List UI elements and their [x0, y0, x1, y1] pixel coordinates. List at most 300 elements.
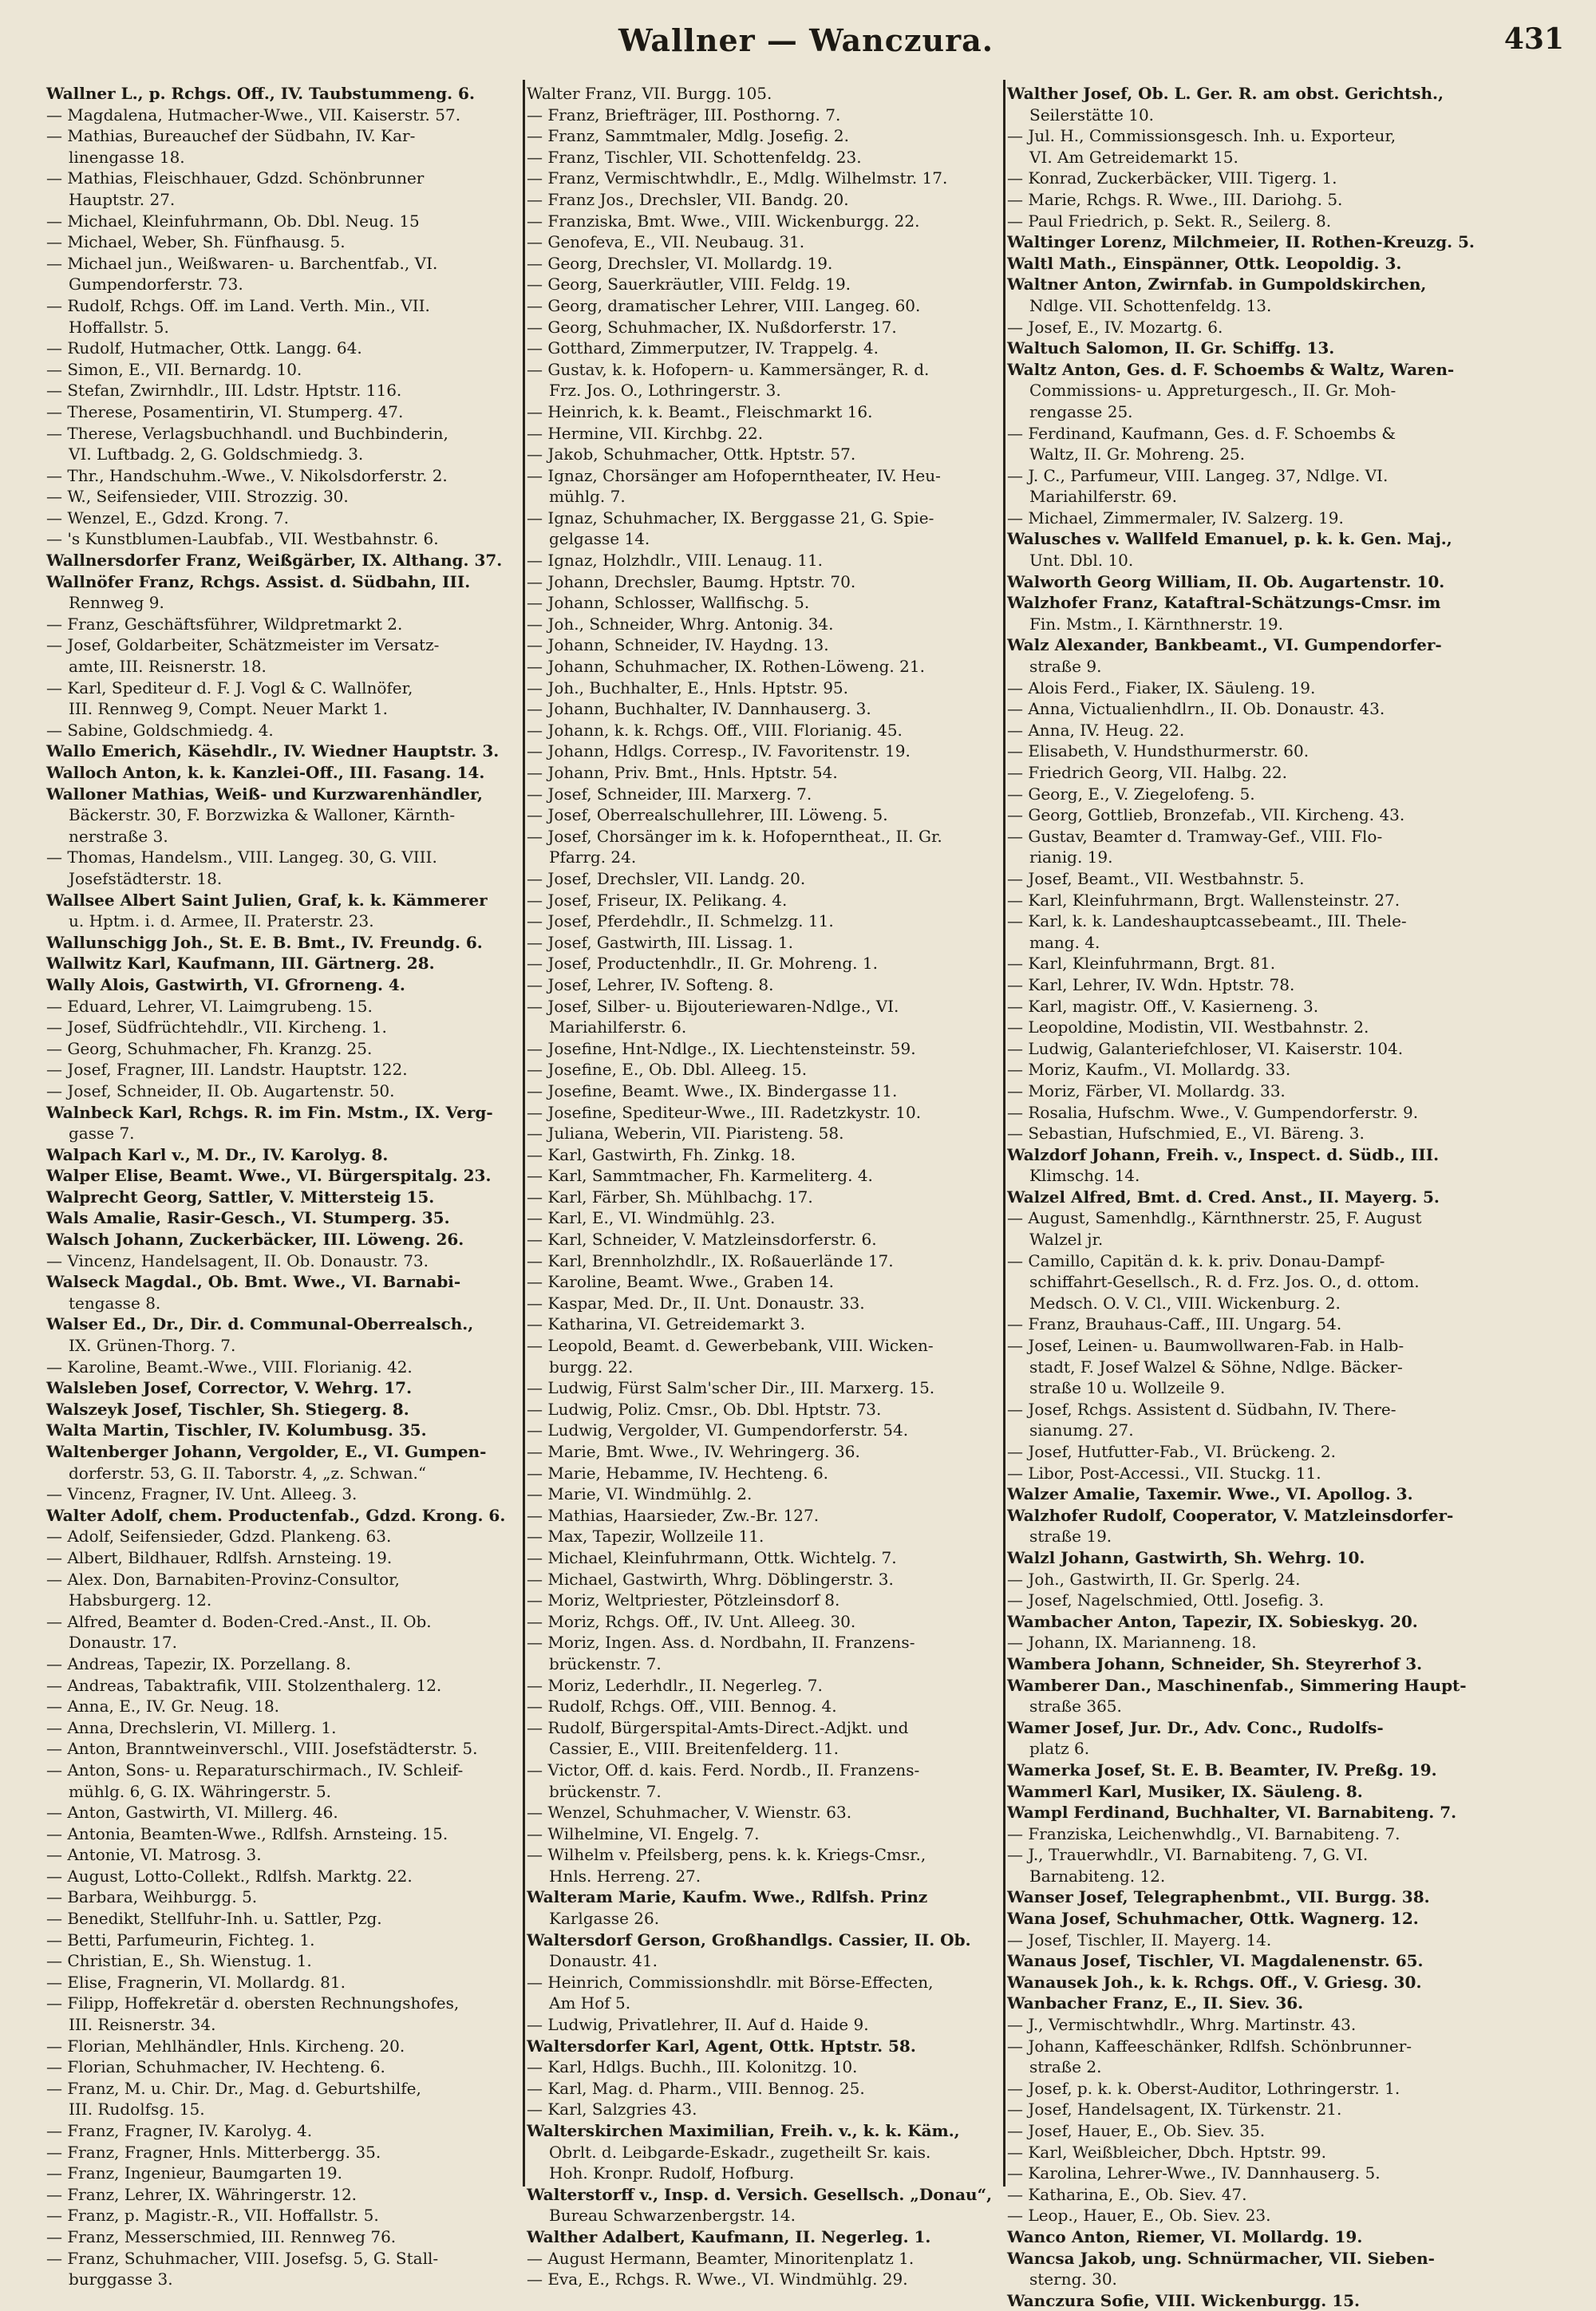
directory-entry-line: — Karolina, Lehrer-Wwe., IV. Dannhauserg. 5. — [1007, 2163, 1381, 2183]
directory-entry-line: Walseck Magdal., Ob. Bmt. Wwe., VI. Barnabi- — [46, 1272, 461, 1292]
entry-continuation-line: Hoffallstr. 5. — [69, 317, 169, 337]
directory-entry-line: — Josefine, Hnt-Ndlge., IX. Liechtensteinstr. 59. — [527, 1038, 916, 1058]
directory-entry-line: — Josef, Goldarbeiter, Schätzmeister im Versatz- — [46, 635, 440, 655]
directory-entry-line: — Rudolf, Rchgs. Off. im Land. Verth. Min., VII. — [46, 295, 430, 315]
directory-entry-line: — Josef, Hauer, E., Ob. Siev. 35. — [1007, 2121, 1266, 2140]
directory-entry-line: — Georg, dramatischer Lehrer, VIII. Langeg. 60. — [527, 295, 921, 315]
entry-continuation-line: Klimschg. 14. — [1029, 1166, 1140, 1186]
directory-entry-line: — Friedrich Georg, VII. Halbg. 22. — [1007, 763, 1288, 782]
directory-entry-line: — Ignaz, Schuhmacher, IX. Berggasse 21, G. Spie- — [527, 508, 934, 527]
directory-entry-line: — Alex. Don, Barnabiten-Provinz-Consultor, — [46, 1569, 400, 1589]
directory-entry-line: Walpach Karl v., M. Dr., IV. Karolyg. 8. — [46, 1144, 389, 1164]
directory-entry-line: Wallwitz Karl, Kaufmann, III. Gärtnerg. 28. — [46, 954, 435, 974]
entry-continuation-line: mühlg. 7. — [549, 487, 626, 507]
directory-entry-line: — Benedikt, Stellfuhr-Inh. u. Sattler, Pzg. — [46, 1909, 382, 1929]
directory-entry-line: — Rudolf, Rchgs. Off., VIII. Bennog. 4. — [527, 1697, 837, 1716]
directory-entry-line: Wanco Anton, Riemer, VI. Mollardg. 19. — [1007, 2226, 1363, 2246]
directory-entry-line: — Sebastian, Hufschmied, E., VI. Bäreng. 3. — [1007, 1124, 1365, 1144]
directory-entry-line: Wallnersdorfer Franz, Weißgärber, IX. Althang. 37. — [46, 551, 503, 571]
directory-entry-line: — Michael, Weber, Sh. Fünfhausg. 5. — [46, 232, 346, 252]
directory-entry-line: — Konrad, Zuckerbäcker, VIII. Tigerg. 1. — [1007, 168, 1337, 188]
entry-continuation-line: IX. Grünen-Thorg. 7. — [69, 1336, 236, 1356]
directory-entry-line: — Ludwig, Galanteriefchloser, VI. Kaiserstr. 104. — [1007, 1038, 1404, 1058]
entry-continuation-line: burggasse 3. — [69, 2270, 173, 2289]
directory-entry-line: — Josef, Gastwirth, III. Lissag. 1. — [527, 932, 793, 952]
directory-entry-line: — Franz, Geschäftsführer, Wildpretmarkt 2. — [46, 614, 403, 634]
entry-continuation-line: rianig. 19. — [1029, 847, 1113, 867]
directory-entry-line: — Marie, VI. Windmühlg. 2. — [527, 1484, 753, 1504]
directory-entry-line: — Josef, Fragner, III. Landstr. Hauptstr. 122. — [46, 1060, 408, 1080]
directory-entry-line: — Alois Ferd., Fiaker, IX. Säuleng. 19. — [1007, 677, 1316, 697]
directory-entry-line: — Wilhelm v. Pfeilsberg, pens. k. k. Kriegs-Cmsr., — [527, 1845, 926, 1865]
entry-continuation-line: Gumpendorferstr. 73. — [69, 275, 243, 294]
entry-continuation-line: mang. 4. — [1029, 932, 1100, 952]
directory-entry-line: — Franz, Schuhmacher, VIII. Josefsg. 5, G. Stall- — [46, 2248, 439, 2268]
entry-continuation-line: straße 19. — [1029, 1527, 1112, 1547]
directory-entry-line: Waltl Math., Einspänner, Ottk. Leopoldig. 3. — [1007, 253, 1402, 273]
directory-entry-line: Walther Josef, Ob. L. Ger. R. am obst. Gerichtsh., — [1007, 84, 1444, 103]
directory-entry-line: — Georg, Sauerkräutler, VIII. Feldg. 19. — [527, 275, 851, 294]
directory-entry-line: — Karl, Kleinfuhrmann, Brgt. 81. — [1007, 954, 1276, 974]
directory-entry-line: — Rudolf, Hutmacher, Ottk. Langg. 64. — [46, 338, 362, 358]
directory-entry-line: — Karl, magistr. Off., V. Kasierneng. 3. — [1007, 996, 1319, 1016]
directory-entry-line: — Franz, M. u. Chir. Dr., Mag. d. Geburtshilfe, — [46, 2078, 421, 2098]
directory-entry-line: — Therese, Verlagsbuchhandl. und Buchbinderin, — [46, 423, 448, 443]
directory-entry-line: — Vincenz, Handelsagent, II. Ob. Donaustr. 73. — [46, 1250, 429, 1270]
entry-continuation-line: sterng. 30. — [1029, 2270, 1117, 2289]
entry-continuation-line: dorferstr. 53, G. II. Taborstr. 4, „z. Schwan.“ — [69, 1463, 427, 1483]
directory-entry-line: — Josefine, E., Ob. Dbl. Alleeg. 15. — [527, 1060, 808, 1080]
column-3 — [1007, 83, 1486, 2310]
directory-entry-line: Walz Alexander, Bankbeamt., VI. Gumpendorfer- — [1007, 635, 1442, 655]
directory-entry-line: — Victor, Off. d. kais. Ferd. Nordb., II. Franzens- — [527, 1760, 920, 1780]
directory-entry-line: Walnbeck Karl, Rchgs. R. im Fin. Mstm., IX. Verg- — [46, 1102, 493, 1122]
directory-entry-line: — 's Kunstblumen-Laubfab., VII. Westbahnstr. 6. — [46, 529, 439, 549]
entry-continuation-line: Frz. Jos. O., Lothringerstr. 3. — [549, 381, 781, 401]
directory-entry-line: — Josef, Schneider, II. Ob. Augartenstr. 50. — [46, 1080, 395, 1100]
entry-continuation-line: straße 365. — [1029, 1697, 1122, 1716]
directory-entry-line: — Michael jun., Weißwaren- u. Barchentfab., VI. — [46, 253, 438, 273]
directory-entry-line: Wallunschigg Joh., St. E. B. Bmt., IV. Freundg. 6. — [46, 932, 483, 952]
directory-entry-line: — Johann, Buchhalter, IV. Dannhauserg. 3. — [527, 699, 871, 719]
directory-entry-line: — Johann, IX. Marianneng. 18. — [1007, 1633, 1257, 1653]
directory-entry-line: Wallsee Albert Saint Julien, Graf, k. k. Kämmerer — [46, 890, 488, 910]
directory-entry-line: — Adolf, Seifensieder, Gdzd. Plankeng. 63. — [46, 1527, 392, 1547]
page-number: 431 — [1503, 22, 1564, 56]
directory-entry-line: Walzer Amalie, Taxemir. Wwe., VI. Apollog. 3. — [1007, 1484, 1413, 1504]
directory-entry-line: — J., Vermischtwhdlr., Whrg. Martinstr. 43. — [1007, 2015, 1357, 2035]
directory-entry-line: Waltner Anton, Zwirnfab. in Gumpoldskirchen, — [1007, 275, 1427, 294]
directory-entry-line: — Leopold, Beamt. d. Gewerbebank, VIII. Wicken- — [527, 1336, 934, 1356]
directory-entry-line: — Franz, Ingenieur, Baumgarten 19. — [46, 2163, 343, 2183]
directory-entry-line: — Michael, Kleinfuhrmann, Ob. Dbl. Neug. 15 — [46, 211, 420, 231]
directory-entry-line: — Paul Friedrich, p. Sekt. R., Seilerg. 8. — [1007, 211, 1332, 231]
directory-entry-line: Walusches v. Wallfeld Emanuel, p. k. k. Gen. Maj., — [1007, 529, 1452, 549]
directory-entry-line: — Marie, Hebamme, IV. Hechteng. 6. — [527, 1463, 829, 1483]
directory-entry-line: — Georg, E., V. Ziegelofeng. 5. — [1007, 784, 1255, 804]
column-2 — [527, 83, 1005, 2289]
entry-continuation-line: burgg. 22. — [549, 1357, 634, 1377]
entry-continuation-line: amte, III. Reisnerstr. 18. — [69, 657, 267, 677]
directory-entry-line: Wampl Ferdinand, Buchhalter, VI. Barnabiteng. 7. — [1007, 1803, 1457, 1823]
directory-entry-line: — Josef, Oberrealschullehrer, III. Löweng. 5. — [527, 805, 888, 825]
entry-continuation-line: Hnls. Herreng. 27. — [549, 1866, 701, 1886]
directory-entry-line: — Karl, Färber, Sh. Mühlbachg. 17. — [527, 1187, 813, 1207]
entry-continuation-line: mühlg. 6, G. IX. Währingerstr. 5. — [69, 1781, 332, 1801]
directory-entry-line: — Franz, Lehrer, IX. Währingerstr. 12. — [46, 2184, 358, 2204]
directory-entry-line: — W., Seifensieder, VIII. Strozzig. 30. — [46, 487, 349, 507]
directory-entry-line: — Moriz, Kaufm., VI. Mollardg. 33. — [1007, 1060, 1291, 1080]
directory-entry-line: Walszeyk Josef, Tischler, Sh. Stiegerg. 8. — [46, 1399, 409, 1419]
entry-continuation-line: brückenstr. 7. — [549, 1781, 662, 1801]
directory-entry-line: — Ludwig, Privatlehrer, II. Auf d. Haide 9. — [527, 2015, 869, 2035]
directory-entry-line: — Karl, Weißbleicher, Dbch. Hptstr. 99. — [1007, 2142, 1326, 2162]
entry-continuation-line: Josefstädterstr. 18. — [69, 868, 223, 888]
directory-entry-line: Walzhofer Franz, Kataftral-Schätzungs-Cmsr. im — [1007, 593, 1441, 613]
entry-continuation-line: Walzel jr. — [1029, 1230, 1104, 1250]
entry-continuation-line: schiffahrt-Gesellsch., R. d. Frz. Jos. O., d. ottom. — [1029, 1272, 1420, 1292]
directory-entry-line: Walterskirchen Maximilian, Freih. v., k. k. Käm., — [527, 2121, 960, 2140]
directory-entry-line: Walsch Johann, Zuckerbäcker, III. Löweng. 26. — [46, 1230, 464, 1250]
directory-entry-line: — Josef, Leinen- u. Baumwollwaren-Fab. in Halb- — [1007, 1336, 1404, 1356]
directory-entry-line: — Katharina, E., Ob. Siev. 47. — [1007, 2184, 1247, 2204]
directory-entry-line: Walter Franz, VII. Burgg. 105. — [527, 84, 772, 103]
directory-entry-line: — Josef, Chorsänger im k. k. Hofoperntheat., II. Gr. — [527, 826, 942, 846]
directory-entry-line: Wamer Josef, Jur. Dr., Adv. Conc., Rudolfs- — [1007, 1717, 1384, 1737]
directory-entry-line: — Wilhelmine, VI. Engelg. 7. — [527, 1823, 760, 1843]
directory-entry-line: — Thr., Handschuhm.-Wwe., V. Nikolsdorferstr. 2. — [46, 465, 448, 485]
directory-entry-line: — Leop., Hauer, E., Ob. Siev. 23. — [1007, 2206, 1271, 2226]
entry-continuation-line: Donaustr. 41. — [549, 1951, 658, 1971]
entry-continuation-line: Habsburgerg. 12. — [69, 1590, 212, 1610]
directory-entry-line: — Filipp, Hoffekretär d. obersten Rechnungshofes, — [46, 1993, 460, 2013]
directory-entry-line: — Joh., Buchhalter, E., Hnls. Hptstr. 95. — [527, 677, 849, 697]
directory-entry-line: — Ignaz, Holzhdlr., VIII. Lenaug. 11. — [527, 551, 824, 571]
entry-continuation-line: Ndlge. VII. Schottenfeldg. 13. — [1029, 295, 1272, 315]
directory-entry-line: — J. C., Parfumeur, VIII. Langeg. 37, Ndlge. VI. — [1007, 465, 1389, 485]
entry-continuation-line: Hauptstr. 27. — [69, 189, 176, 209]
directory-entry-line: Wana Josef, Schuhmacher, Ottk. Wagnerg. 12. — [1007, 1909, 1419, 1929]
directory-entry-line: — Mathias, Haarsieder, Zw.-Br. 127. — [527, 1505, 820, 1525]
directory-entry-line: — Libor, Post-Accessi., VII. Stuckg. 11. — [1007, 1463, 1321, 1483]
directory-entry-line: — Karl, Spediteur d. F. J. Vogl & C. Wallnöfer, — [46, 677, 413, 697]
directory-entry-line: — Gotthard, Zimmerputzer, IV. Trappelg. 4. — [527, 338, 879, 358]
directory-entry-line: Wally Alois, Gastwirth, VI. Gfrorneng. 4. — [46, 974, 405, 994]
directory-entry-line: — Franziska, Bmt. Wwe., VIII. Wickenburgg. 22. — [527, 211, 920, 231]
directory-entry-line: — Mathias, Fleischhauer, Gdzd. Schönbrunner — [46, 168, 425, 188]
entry-continuation-line: rengasse 25. — [1029, 401, 1133, 421]
directory-entry-line: — Karl, Gastwirth, Fh. Zinkg. 18. — [527, 1144, 796, 1164]
directory-entry-line: — Josef, Beamt., VII. Westbahnstr. 5. — [1007, 868, 1305, 888]
directory-entry-line: — Gustav, k. k. Hofopern- u. Kammersänger, R. d. — [527, 359, 930, 379]
directory-entry-line: — Franz, Tischler, VII. Schottenfeldg. 23. — [527, 147, 862, 167]
directory-entry-line: — Josefine, Beamt. Wwe., IX. Bindergasse 11. — [527, 1080, 898, 1100]
directory-entry-line: — Josef, p. k. k. Oberst-Auditor, Lothringerstr. 1. — [1007, 2078, 1400, 2098]
entry-continuation-line: nerstraße 3. — [69, 826, 168, 846]
directory-entry-line: Walteram Marie, Kaufm. Wwe., Rdlfsh. Prinz — [527, 1887, 928, 1907]
directory-entry-line: Wals Amalie, Rasir-Gesch., VI. Stumperg. 35. — [46, 1208, 450, 1228]
directory-entry-line: Waltinger Lorenz, Milchmeier, II. Rothen-Kreuzg. 5. — [1007, 232, 1475, 252]
directory-entry-line: — Karl, Brennholzhdlr., IX. Roßauerlände 17. — [527, 1250, 894, 1270]
directory-entry-line: — Josef, Silber- u. Bijouteriewaren-Ndlge., VI. — [527, 996, 899, 1016]
directory-entry-line: — Rosalia, Hufschm. Wwe., V. Gumpendorferstr. 9. — [1007, 1102, 1419, 1122]
directory-entry-line: — Wenzel, E., Gdzd. Krong. 7. — [46, 508, 290, 527]
entry-continuation-line: straße 2. — [1029, 2057, 1102, 2077]
directory-entry-line: — Michael, Gastwirth, Whrg. Döblingerstr. 3. — [527, 1569, 894, 1589]
page-header — [48, 18, 1564, 65]
directory-entry-line: — Jul. H., Commissionsgesch. Inh. u. Exporteur, — [1007, 126, 1396, 146]
directory-entry-line: — Karl, Lehrer, IV. Wdn. Hptstr. 78. — [1007, 974, 1295, 994]
directory-entry-line: — Moriz, Weltpriester, Pötzleinsdorf 8. — [527, 1590, 840, 1610]
directory-entry-line: — Therese, Posamentirin, VI. Stumperg. 47. — [46, 401, 404, 421]
directory-entry-line: — Franz, Briefträger, III. Posthorng. 7. — [527, 105, 841, 124]
directory-entry-line: Wamberer Dan., Maschinenfab., Simmering Haupt- — [1007, 1675, 1467, 1695]
directory-entry-line: Walzdorf Johann, Freih. v., Inspect. d. Südb., III. — [1007, 1144, 1440, 1164]
directory-entry-line: — Karl, k. k. Landeshauptcassebeamt., III. Thele- — [1007, 911, 1407, 931]
entry-continuation-line: Obrlt. d. Leibgarde-Eskadr., zugetheilt Sr. kais. — [549, 2142, 931, 2162]
directory-entry-line: — Alfred, Beamter d. Boden-Cred.-Anst., II. Ob. — [46, 1611, 432, 1631]
directory-entry-line: — Genofeva, E., VII. Neubaug. 31. — [527, 232, 805, 252]
directory-entry-line: Walsleben Josef, Corrector, V. Wehrg. 17. — [46, 1378, 413, 1398]
directory-entry-line: — Josef, Rchgs. Assistent d. Südbahn, IV. There- — [1007, 1399, 1396, 1419]
directory-entry-line: — Josef, Friseur, IX. Pelikang. 4. — [527, 890, 788, 910]
directory-entry-line: — Moriz, Lederhdlr., II. Negerleg. 7. — [527, 1675, 823, 1695]
directory-entry-line: Waltersdorfer Karl, Agent, Ottk. Hptstr. 58. — [527, 2036, 916, 2056]
entry-continuation-line: sianumg. 27. — [1029, 1420, 1134, 1440]
directory-entry-line: — Antonia, Beamten-Wwe., Rdlfsh. Arnsteing. 15. — [46, 1823, 448, 1843]
entry-continuation-line: gasse 7. — [69, 1124, 135, 1144]
directory-entry-line: — Eduard, Lehrer, VI. Laimgrubeng. 15. — [46, 996, 373, 1016]
directory-entry-line: — Josefine, Spediteur-Wwe., III. Radetzkystr. 10. — [527, 1102, 922, 1122]
entry-continuation-line: u. Hptm. i. d. Armee, II. Praterstr. 23. — [69, 911, 374, 931]
directory-entry-line: — Karoline, Beamt. Wwe., Graben 14. — [527, 1272, 834, 1292]
entry-continuation-line: III. Reisnerstr. 34. — [69, 2015, 216, 2035]
directory-entry-line: Wambacher Anton, Tapezir, IX. Sobieskyg. 20. — [1007, 1611, 1418, 1631]
directory-entry-line: — Michael, Kleinfuhrmann, Ottk. Wichtelg. 7. — [527, 1547, 897, 1567]
directory-entry-line: — Johann, Schlosser, Wallfischg. 5. — [527, 593, 810, 613]
entry-continuation-line: Karlgasse 26. — [549, 1909, 660, 1929]
directory-entry-line: — Georg, Schuhmacher, Fh. Kranzg. 25. — [46, 1038, 373, 1058]
directory-entry-line: — Josef, Productenhdlr., II. Gr. Mohreng. 1. — [527, 954, 878, 974]
directory-entry-line: Walprecht Georg, Sattler, V. Mittersteig 15. — [46, 1187, 435, 1207]
entry-continuation-line: Barnabiteng. 12. — [1029, 1866, 1166, 1886]
entry-continuation-line: tengasse 8. — [69, 1293, 161, 1313]
directory-entry-line: — Johann, Schneider, IV. Haydng. 13. — [527, 635, 829, 655]
directory-entry-line: — Marie, Bmt. Wwe., IV. Wehringerg. 36. — [527, 1442, 860, 1461]
directory-entry-line: — Ludwig, Poliz. Cmsr., Ob. Dbl. Hptstr. 73. — [527, 1399, 882, 1419]
directory-entry-line: — Joh., Schneider, Whrg. Antonig. 34. — [527, 614, 834, 634]
directory-entry-line: Walzl Johann, Gastwirth, Sh. Wehrg. 10. — [1007, 1547, 1365, 1567]
directory-entry-line: — Josef, Schneider, III. Marxerg. 7. — [527, 784, 812, 804]
entry-continuation-line: Unt. Dbl. 10. — [1029, 551, 1134, 571]
directory-entry-line: — Josef, Pferdehdlr., II. Schmelzg. 11. — [527, 911, 834, 931]
directory-entry-line: — Barbara, Weihburgg. 5. — [46, 1887, 258, 1907]
entry-continuation-line: Rennweg 9. — [69, 593, 164, 613]
directory-entry-line: — Moriz, Rchgs. Off., IV. Unt. Alleeg. 30. — [527, 1611, 856, 1631]
entry-continuation-line: Am Hof 5. — [549, 1993, 631, 2013]
entry-continuation-line: Hoh. Kronpr. Rudolf, Hofburg. — [549, 2163, 795, 2183]
directory-entry-line: — Josef, Handelsagent, IX. Türkenstr. 21. — [1007, 2100, 1342, 2119]
directory-entry-line: — Florian, Mehlhändler, Hnls. Kircheng. 20. — [46, 2036, 405, 2056]
directory-entry-line: — Kaspar, Med. Dr., II. Unt. Donaustr. 33. — [527, 1293, 865, 1313]
directory-entry-line: — Franz, p. Magistr.-R., VII. Hoffallstr. 5. — [46, 2206, 379, 2226]
directory-entry-line: — Sabine, Goldschmiedg. 4. — [46, 720, 274, 740]
directory-entry-line: Wancsa Jakob, ung. Schnürmacher, VII. Sieben- — [1007, 2248, 1435, 2268]
directory-entry-line: — Georg, Schuhmacher, IX. Nußdorferstr. 17. — [527, 317, 897, 337]
directory-entry-line: — Michael, Zimmermaler, IV. Salzerg. 19. — [1007, 508, 1344, 527]
entry-continuation-line: Cassier, E., VIII. Breitenfelderg. 11. — [549, 1739, 839, 1759]
entry-continuation-line: III. Rennweg 9, Compt. Neuer Markt 1. — [69, 699, 389, 719]
entry-continuation-line: Commissions- u. Appreturgesch., II. Gr. Moh- — [1029, 381, 1396, 401]
entry-continuation-line: Seilerstätte 10. — [1029, 105, 1155, 124]
entry-continuation-line: VI. Luftbadg. 2, G. Goldschmiedg. 3. — [69, 444, 364, 464]
directory-entry-line: — Georg, Drechsler, VI. Mollardg. 19. — [527, 253, 833, 273]
directory-entry-line: — August, Lotto-Collekt., Rdlfsh. Marktg. 22. — [46, 1866, 413, 1886]
directory-entry-line: — Karl, Sammtmacher, Fh. Karmeliterg. 4. — [527, 1166, 873, 1186]
directory-entry-line: — Thomas, Handelsm., VIII. Langeg. 30, G. VIII. — [46, 847, 437, 867]
directory-entry-line: Wanbacher Franz, E., II. Siev. 36. — [1007, 1993, 1304, 2013]
directory-entry-line: — Stefan, Zwirnhdlr., III. Ldstr. Hptstr. 116. — [46, 381, 402, 401]
directory-entry-line: Waltz Anton, Ges. d. F. Schoembs & Waltz, Waren- — [1007, 359, 1455, 379]
entry-continuation-line: Donaustr. 17. — [69, 1633, 177, 1653]
directory-entry-line: — Johann, Hdlgs. Corresp., IV. Favoritenstr. 19. — [527, 741, 911, 761]
directory-entry-line: — Anna, IV. Heug. 22. — [1007, 720, 1185, 740]
directory-entry-line: Walta Martin, Tischler, IV. Kolumbusg. 35. — [46, 1420, 427, 1440]
entry-continuation-line: Mariahilferstr. 6. — [549, 1017, 687, 1037]
entry-continuation-line: Waltz, II. Gr. Mohreng. 25. — [1029, 444, 1245, 464]
directory-entry-line: — Gustav, Beamter d. Tramway-Gef., VIII. Flo- — [1007, 826, 1383, 846]
directory-entry-line: — Anna, Drechslerin, VI. Millerg. 1. — [46, 1717, 337, 1737]
directory-entry-line: — Andreas, Tabaktrafik, VIII. Stolzenthalerg. 12. — [46, 1675, 442, 1695]
directory-entry-line: — Johann, Kaffeeschänker, Rdlfsh. Schönbrunner- — [1007, 2036, 1412, 2056]
directory-entry-line: — Franz, Fragner, IV. Karolyg. 4. — [46, 2121, 313, 2140]
directory-entry-line: — Karoline, Beamt.-Wwe., VIII. Florianig. 42. — [46, 1357, 413, 1377]
directory-entry-line: — Max, Tapezir, Wollzeile 11. — [527, 1527, 764, 1547]
directory-entry-line: Walzhofer Rudolf, Cooperator, V. Matzleinsdorfer- — [1007, 1505, 1454, 1525]
directory-entry-line: — Moriz, Ingen. Ass. d. Nordbahn, II. Franzens- — [527, 1633, 915, 1653]
directory-entry-line: — Josef, Hutfutter-Fab., VI. Brückeng. 2. — [1007, 1442, 1336, 1461]
running-title: Wallner — Wanczura. — [618, 22, 994, 58]
entry-continuation-line: stadt, F. Josef Walzel & Söhne, Ndlge. Bäcker- — [1029, 1357, 1403, 1377]
entry-continuation-line: Bureau Schwarzenbergstr. 14. — [549, 2206, 796, 2226]
directory-entry-line: Waltenberger Johann, Vergolder, E., VI. Gumpen- — [46, 1442, 487, 1461]
directory-entry-line: — Moriz, Färber, VI. Mollardg. 33. — [1007, 1080, 1286, 1100]
directory-entry-line: Walzel Alfred, Bmt. d. Cred. Anst., II. Mayerg. 5. — [1007, 1187, 1440, 1207]
directory-entry-line: — Betti, Parfumeurin, Fichteg. 1. — [46, 1930, 315, 1950]
directory-entry-line: — Jakob, Schuhmacher, Ottk. Hptstr. 57. — [527, 444, 856, 464]
directory-entry-line: — Heinrich, Commissionshdlr. mit Börse-Effecten, — [527, 1972, 934, 1992]
directory-entry-line: Wambera Johann, Schneider, Sh. Steyrerhof 3. — [1007, 1653, 1423, 1673]
directory-entry-line: Wallo Emerich, Käsehdlr., IV. Wiedner Hauptstr. 3. — [46, 741, 500, 761]
directory-entry-line: — Katharina, VI. Getreidemarkt 3. — [527, 1314, 805, 1334]
directory-entry-line: — Juliana, Weberin, VII. Piaristeng. 58. — [527, 1124, 844, 1144]
directory-entry-line: Wanser Josef, Telegraphenbmt., VII. Burgg. 38. — [1007, 1887, 1430, 1907]
directory-entry-line: — Camillo, Capitän d. k. k. priv. Donau-Dampf- — [1007, 1250, 1385, 1270]
directory-entry-line: — Anna, E., IV. Gr. Neug. 18. — [46, 1697, 280, 1716]
directory-entry-line: — Heinrich, k. k. Beamt., Fleischmarkt 16. — [527, 401, 873, 421]
directory-entry-line: — Franz, Brauhaus-Caff., III. Ungarg. 54. — [1007, 1314, 1342, 1334]
column-1 — [46, 83, 525, 2289]
directory-entry-line: — August Hermann, Beamter, Minoritenplatz 1. — [527, 2248, 915, 2268]
directory-entry-line: Walworth Georg William, II. Ob. Augartenstr. 10. — [1007, 571, 1445, 591]
directory-entry-line: — August, Samenhdlg., Kärnthnerstr. 25, F. August — [1007, 1208, 1422, 1228]
directory-entry-line: — Ludwig, Fürst Salm'scher Dir., III. Marxerg. 15. — [527, 1378, 935, 1398]
directory-entry-line: — Anna, Victualienhdlrn., II. Ob. Donaustr. 43. — [1007, 699, 1385, 719]
entry-continuation-line: gelgasse 14. — [549, 529, 650, 549]
directory-entry-line: — Josef, Südfrüchtehdlr., VII. Kircheng. 1. — [46, 1017, 387, 1037]
directory-entry-line: Walper Elise, Beamt. Wwe., VI. Bürgerspitalg. 23. — [46, 1166, 492, 1186]
directory-entry-line: — Albert, Bildhauer, Rdlfsh. Arnsteing. 19. — [46, 1547, 393, 1567]
entry-continuation-line: Medsch. O. V. Cl., VIII. Wickenburg. 2. — [1029, 1293, 1341, 1313]
entry-continuation-line: Bäckerstr. 30, F. Borzwizka & Walloner, Kärnth- — [69, 805, 456, 825]
directory-entry-line: — Anton, Sons- u. Reparaturschirmach., IV. Schleif- — [46, 1760, 464, 1780]
entry-continuation-line: brückenstr. 7. — [549, 1653, 662, 1673]
directory-entry-line: — Vincenz, Fragner, IV. Unt. Alleeg. 3. — [46, 1484, 358, 1504]
directory-entry-line: — Anton, Branntweinverschl., VIII. Josefstädterstr. 5. — [46, 1739, 478, 1759]
directory-entry-line: — Florian, Schuhmacher, IV. Hechteng. 6. — [46, 2057, 385, 2077]
directory-entry-line: — Georg, Gottlieb, Bronzefab., VII. Kircheng. 43. — [1007, 805, 1405, 825]
directory-entry-line: Wallner L., p. Rchgs. Off., IV. Taubstummeng. 6. — [46, 84, 475, 103]
directory-entry-line: — Karl, Kleinfuhrmann, Brgt. Wallensteinstr. 27. — [1007, 890, 1400, 910]
directory-entry-line: — Rudolf, Bürgerspital-Amts-Direct.-Adjkt. und — [527, 1717, 909, 1737]
entry-continuation-line: III. Rudolfsg. 15. — [69, 2100, 205, 2119]
directory-entry-line: — Josef, Drechsler, VII. Landg. 20. — [527, 868, 806, 888]
directory-entry-line: — Karl, Mag. d. Pharm., VIII. Bennog. 25. — [527, 2078, 865, 2098]
directory-entry-line: — Josef, Tischler, II. Mayerg. 14. — [1007, 1930, 1272, 1950]
entry-continuation-line: Mariahilferstr. 69. — [1029, 487, 1177, 507]
entry-continuation-line: straße 9. — [1029, 657, 1102, 677]
directory-entry-line: Wallnöfer Franz, Rchgs. Assist. d. Südbahn, III. — [46, 571, 471, 591]
directory-entry-line: — Josef, Lehrer, IV. Softeng. 8. — [527, 974, 774, 994]
directory-entry-line: — Josef, Nagelschmied, Ottl. Josefig. 3. — [1007, 1590, 1325, 1610]
directory-entry-line: — Johann, Schuhmacher, IX. Rothen-Löweng. 21. — [527, 657, 925, 677]
directory-entry-line: — Christian, E., Sh. Wienstug. 1. — [46, 1951, 312, 1971]
directory-entry-line: — Franz, Sammtmaler, Mdlg. Josefig. 2. — [527, 126, 849, 146]
directory-entry-line: Walloch Anton, k. k. Kanzlei-Off., III. Fasang. 14. — [46, 763, 485, 782]
directory-entry-line: — Johann, k. k. Rchgs. Off., VIII. Florianig. 45. — [527, 720, 903, 740]
directory-entry-line: — Franziska, Leichenwhdlg., VI. Barnabiteng. 7. — [1007, 1823, 1400, 1843]
entry-continuation-line: straße 10 u. Wollzeile 9. — [1029, 1378, 1226, 1398]
directory-entry-line: Wammerl Karl, Musiker, IX. Säuleng. 8. — [1007, 1781, 1363, 1801]
directory-entry-line: — Johann, Priv. Bmt., Hnls. Hptstr. 54. — [527, 763, 838, 782]
directory-entry-line: — Magdalena, Hutmacher-Wwe., VII. Kaiserstr. 57. — [46, 105, 461, 124]
directory-entry-line: — Elise, Fragnerin, VI. Mollardg. 81. — [46, 1972, 346, 1992]
directory-entry-line: — Ignaz, Chorsänger am Hofoperntheater, IV. Heu- — [527, 465, 941, 485]
directory-entry-line: — Hermine, VII. Kirchbg. 22. — [527, 423, 764, 443]
directory-entry-line: — Simon, E., VII. Bernardg. 10. — [46, 359, 302, 379]
directory-entry-line: — Josef, E., IV. Mozartg. 6. — [1007, 317, 1223, 337]
directory-entry-line: — Franz Jos., Drechsler, VII. Bandg. 20. — [527, 189, 849, 209]
directory-entry-line: Wamerka Josef, St. E. B. Beamter, IV. Preßg. 19. — [1007, 1760, 1437, 1780]
directory-entry-line: Waltuch Salomon, II. Gr. Schiffg. 13. — [1007, 338, 1335, 358]
directory-entry-line: — Karl, Hdlgs. Buchh., III. Kolonitzg. 10. — [527, 2057, 858, 2077]
directory-entry-line: Walser Ed., Dr., Dir. d. Communal-Oberrealsch., — [46, 1314, 474, 1334]
entry-continuation-line: linengasse 18. — [69, 147, 185, 167]
directory-entry-line: Walter Adolf, chem. Productenfab., Gdzd. Krong. 6. — [46, 1505, 506, 1525]
directory-entry-line: — Wenzel, Schuhmacher, V. Wienstr. 63. — [527, 1803, 852, 1823]
directory-entry-line: — Elisabeth, V. Hundsthurmerstr. 60. — [1007, 741, 1310, 761]
directory-entry-line: — Ludwig, Vergolder, VI. Gumpendorferstr. 54. — [527, 1420, 909, 1440]
directory-entry-line: — Franz, Messerschmied, III. Rennweg 76. — [46, 2226, 397, 2246]
directory-entry-line: — Karl, Schneider, V. Matzleinsdorferstr. 6. — [527, 1230, 877, 1250]
directory-entry-line: — Karl, Salzgries 43. — [527, 2100, 697, 2119]
directory-entry-line: — Mathias, Bureauchef der Südbahn, IV. Kar- — [46, 126, 416, 146]
entry-continuation-line: platz 6. — [1029, 1739, 1090, 1759]
directory-entry-line: Walther Adalbert, Kaufmann, II. Negerleg. 1. — [527, 2226, 931, 2246]
directory-entry-line: — Joh., Gastwirth, II. Gr. Sperlg. 24. — [1007, 1569, 1301, 1589]
directory-entry-line: — Karl, E., VI. Windmühlg. 23. — [527, 1208, 776, 1228]
directory-entry-line: — Andreas, Tapezir, IX. Porzellang. 8. — [46, 1653, 351, 1673]
